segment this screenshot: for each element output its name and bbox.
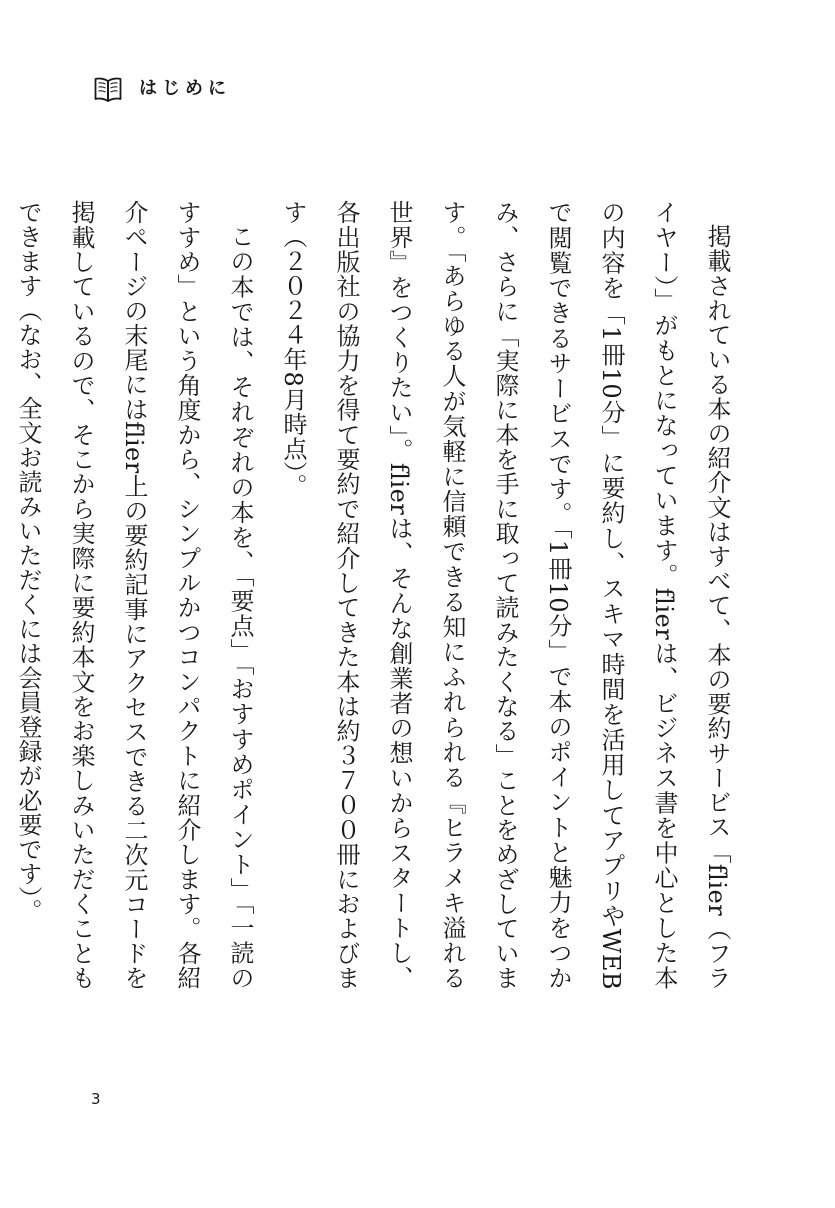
chapter-header <box>93 74 231 104</box>
page-number: 3 <box>91 1090 101 1108</box>
vertical-body-text <box>14 200 743 990</box>
chapter-title: はじめに <box>139 78 231 99</box>
open-book-icon <box>93 74 123 104</box>
paragraph-book-format: この本では、それぞれの本を、「要点」「おすすめポイント」「一読のすすめ」という角度から、シンプルかつコンパクトに紹介します。各紹介ページの末尾にはflier上の要約記事にアクセスできる二次元コードを掲載しているので、そこから実際に要約本文をお楽しみいただくこともできます（なお、全文お読みいただくには会員登録が必要です）。 <box>14 200 254 990</box>
paragraph-closing <box>0 200 1 990</box>
paragraph-flier-intro: 掲載されている本の紹介文はすべて、本の要約サービス「flier（フライヤー）」がもとになっています。flierは、ビジネス書を中心とした本の内容を「1冊10分」に要約し、スキマ時間を活用してアプリやWEBで閲覧できるサービスです。「1冊10分」で本のポイントと魅力をつかみ、さらに「実際に本を手に取って読みたくなる」ことをめざしています。「あらゆる人が気軽に信頼できる知にふれられる『ヒラメキ溢れる世界』をつくりたい」。flierは、そんな創業者の想いからスタートし、各出版社の協力を得て要約で紹介してきた本は約３７００冊におよびます（２０２４年8月時点）。 <box>279 200 731 990</box>
